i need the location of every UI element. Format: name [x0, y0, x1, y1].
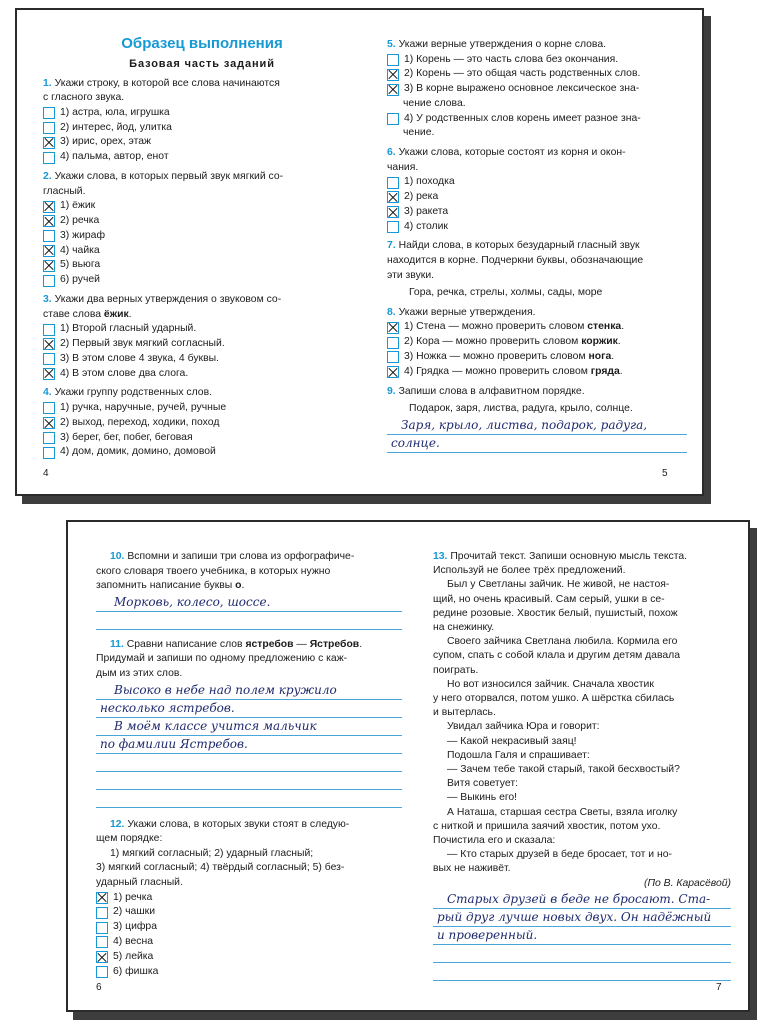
author-credit: (По В. Карасёвой) [643, 877, 731, 889]
question-number: 7. [387, 240, 396, 252]
question-7: 7. Найди слова, в которых безударный гласный звук находится в корне. Подчеркни буквы, обозначающие эти звуки. Гора, речка, стрелы, холмы, сады, море [387, 239, 687, 300]
option: 5) лейка [96, 950, 402, 965]
checkbox[interactable] [387, 177, 399, 189]
checkbox-checked[interactable] [387, 84, 399, 96]
option: 2) Кора — можно проверить словом коржик. [387, 335, 687, 350]
option: 6) ручей [43, 273, 361, 288]
option: 3) жираф [43, 229, 361, 244]
question-number: 12. [110, 818, 125, 830]
page-number: 5 [662, 468, 668, 479]
checkbox[interactable] [43, 122, 55, 134]
option: 2) интерес, йод, улитка [43, 121, 361, 136]
checkbox[interactable] [43, 152, 55, 164]
checkbox-checked[interactable] [43, 245, 55, 257]
option: 3) В корне выражено основное лексическое зна- [387, 82, 687, 97]
checkbox[interactable] [387, 113, 399, 125]
option: 1) Стена — можно проверить словом стенка. [387, 320, 687, 335]
option: 4) У родственных слов корень имеет разное зна- [387, 112, 687, 127]
question-number: 8. [387, 306, 396, 318]
checkbox[interactable] [387, 54, 399, 66]
checkbox[interactable] [96, 936, 108, 948]
option: 4) В этом слове два слога. [43, 367, 361, 382]
option: 1) ручка, наручные, ручей, ручные [43, 401, 361, 416]
option: 6) фишка [96, 965, 402, 980]
question-number: 5. [387, 39, 396, 50]
question-10: 10. Вспомни и запиши три слова из орфографиче- ского словаря твоего учебника, в которых нужно запомнить написание буквы о. Морковь, колесо, шоссе. [96, 550, 402, 630]
handwritten-answer: несколько ястребов. [96, 700, 402, 718]
option: 1) Второй гласный ударный. [43, 322, 361, 337]
answer-line [433, 963, 731, 981]
page-6 [96, 548, 402, 979]
checkbox-checked[interactable] [43, 368, 55, 380]
checkbox-checked[interactable] [43, 417, 55, 429]
option: 3) цифра [96, 920, 402, 935]
option: 4) столик [387, 220, 687, 235]
checkbox-checked[interactable] [387, 366, 399, 378]
handwritten-answer: солнце. [387, 435, 687, 453]
option: 2) выход, переход, ходики, поход [43, 416, 361, 431]
checkbox[interactable] [96, 922, 108, 934]
option: 1) речка [96, 891, 402, 906]
page-number: 4 [43, 468, 49, 479]
checkbox[interactable] [387, 351, 399, 363]
option: 2) Корень — это общая часть родственных слов. [387, 67, 687, 82]
question-8: 8. Укажи верные утверждения. 1) Стена — можно проверить словом стенка. 2) Кора — можно проверить словом коржик. 3) Ножка — можно проверить словом нога. 4) Грядка — можно проверить словом гряда. [387, 306, 687, 380]
option: 3) берег, бег, побег, беговая [43, 431, 361, 446]
checkbox-checked[interactable] [43, 338, 55, 350]
answer-line [96, 790, 402, 808]
checkbox[interactable] [43, 275, 55, 287]
option: 3) Ножка — можно проверить словом нога. [387, 350, 687, 365]
checkbox-checked[interactable] [387, 322, 399, 334]
handwritten-answer: и проверенный. [433, 927, 731, 945]
handwritten-answer: Заря, крыло, листва, подарок, радуга, [387, 417, 687, 435]
option: 4) дом, домик, домино, домовой [43, 445, 361, 460]
option: 1) астра, юла, игрушка [43, 106, 361, 121]
checkbox[interactable] [96, 907, 108, 919]
option: 1) походка [387, 175, 687, 190]
checkbox[interactable] [43, 324, 55, 336]
question-9: 9. Запиши слова в алфавитном порядке. Подарок, заря, листва, радуга, крыло, солнце. Заря, крыло, листва, подарок, радуга, солнце. [387, 385, 687, 453]
option: 1) Корень — это часть слова без окончания. [387, 53, 687, 68]
question-1: 1. Укажи строку, в которой все слова начинаются с гласного звука. 1) астра, юла, игрушка 2) интерес, йод, улитка 3) ирис, орех, этаж 4) пальма, автор, енот [43, 77, 361, 165]
checkbox[interactable] [387, 337, 399, 349]
checkbox[interactable] [43, 230, 55, 242]
question-number: 13. [433, 551, 448, 562]
answer-line [96, 754, 402, 772]
handwritten-answer: по фамилии Ястребов. [96, 736, 402, 754]
sample-title: Образец выполнения [121, 35, 283, 52]
option: 4) чайка [43, 244, 361, 259]
checkbox-checked[interactable] [96, 892, 108, 904]
checkbox-checked[interactable] [387, 206, 399, 218]
answer-line [96, 772, 402, 790]
option: 2) река [387, 190, 687, 205]
checkbox[interactable] [43, 432, 55, 444]
checkbox[interactable] [387, 221, 399, 233]
option: 2) Первый звук мягкий согласный. [43, 337, 361, 352]
word-list: Подарок, заря, листва, радуга, крыло, солнце. [409, 403, 633, 415]
checkbox[interactable] [43, 402, 55, 414]
option: 1) ёжик [43, 199, 361, 214]
option: 3) ракета [387, 205, 687, 220]
question-13: 13. Прочитай текст. Запиши основную мысль текста. Используй не более трёх предложений. Был у Светланы зайчик. Не живой, не настоя- щий, но очень красивый. Сам серый, ушки в се- редине розовые. Хвостик белый, пушистый, похож на снежинку. Своего зайчика Светлана любила. Кормила его супом, спать с собой клала и другим детям давала поиграть. Но вот износился зайчик. Сначала хвостик у него оторвался, потом ушко. А шёрстка сбилась и вытерлась. Увидал зайчика Юра и говорит: — Какой некрасивый заяц! Подошла Галя и спрашивает: — Зачем тебе такой старый, такой бесхвостый? Витя советует: — Выкинь его! А Наташа, старшая сестра Светы, взяла иголку с ниткой и пришила заячий хвостик, потом ухо. Почистила его и сказала: — Кто старых друзей в беде бросает, тот и но- вых не наживёт. (По В. Карасёвой) Старых друзей в беде не бросают. Ста- рый друг лучше новых двух. Он надёжный и проверенный. [433, 550, 731, 981]
question-number: 11. [110, 638, 124, 650]
checkbox[interactable] [43, 107, 55, 119]
handwritten-answer: Старых друзей в беде не бросают. Ста- [433, 891, 731, 909]
option: 4) Грядка — можно проверить словом гряда. [387, 365, 687, 380]
answer-line [433, 945, 731, 963]
page-5 [387, 36, 687, 453]
checkbox-checked[interactable] [43, 215, 55, 227]
question-number: 1. [43, 77, 52, 89]
question-2: 2. Укажи слова, в которых первый звук мягкий со- гласный. 1) ёжик 2) речка 3) жираф 4) чайка 5) вьюга 6) ручей [43, 170, 361, 288]
checkbox[interactable] [96, 966, 108, 978]
checkbox-checked[interactable] [43, 137, 55, 149]
handwritten-answer: рый друг лучше новых двух. Он надёжный [433, 909, 731, 927]
question-5: 5. Укажи верные утверждения о корне слова. 1) Корень — это часть слова без окончания. 2) Корень — это общая часть родственных слов. 3) В корне выражено основное лексическое зна- чение слова. 4) У родственных слов корень имеет разное зна- чение. [387, 38, 687, 141]
checkbox-checked[interactable] [43, 201, 55, 213]
top-spread [15, 8, 704, 496]
question-6: 6. Укажи слова, которые состоят из корня и окон- чания. 1) походка 2) река 3) ракета 4) столик [387, 146, 687, 234]
option: 2) речка [43, 214, 361, 229]
option: 4) весна [96, 935, 402, 950]
question-number: 10. [110, 551, 125, 562]
handwritten-answer: Высоко в небе над полем кружило [96, 682, 402, 700]
checkbox-checked[interactable] [96, 951, 108, 963]
question-number: 9. [387, 385, 396, 397]
page-number: 7 [716, 982, 722, 993]
page-number: 6 [96, 982, 102, 993]
question-number: 3. [43, 293, 52, 305]
checkbox-checked[interactable] [387, 69, 399, 81]
option: 3) ирис, орех, этаж [43, 135, 361, 150]
word-list: Гора, речка, стрелы, холмы, сады, море [409, 287, 603, 299]
question-12: 12. Укажи слова, в которых звуки стоят в следую- щем порядке: 1) мягкий согласный; 2) ударный гласный; 3) мягкий согласный; 4) твёрдый согласный; 5) без- ударный гласный. 1) речка 2) чашки 3) цифра 4) весна 5) лейка 6) фишка [96, 818, 402, 980]
handwritten-answer: В моём классе учится мальчик [96, 718, 402, 736]
question-3: 3. Укажи два верных утверждения о звуковом со- ставе слова ёжик. 1) Второй гласный ударный. 2) Первый звук мягкий согласный. 3) В этом слове 4 звука, 4 буквы. 4) В этом слове два слога. [43, 293, 361, 381]
handwritten-answer: Морковь, колесо, шоссе. [96, 594, 402, 612]
section-title: Базовая часть заданий [129, 58, 275, 70]
checkbox-checked[interactable] [43, 260, 55, 272]
checkbox[interactable] [43, 447, 55, 459]
bottom-spread [66, 520, 750, 1012]
answer-line [96, 612, 402, 630]
page-4 [43, 36, 361, 460]
option: 2) чашки [96, 905, 402, 920]
checkbox-checked[interactable] [387, 191, 399, 203]
option: 4) пальма, автор, енот [43, 150, 361, 165]
question-number: 6. [387, 146, 396, 158]
option: 5) вьюга [43, 258, 361, 273]
option: 3) В этом слове 4 звука, 4 буквы. [43, 352, 361, 367]
question-number: 4. [43, 387, 52, 399]
checkbox[interactable] [43, 353, 55, 365]
story-text: Был у Светланы зайчик. Не живой, не настоя- щий, но очень красивый. Сам серый, ушки в се- редине розовые. Хвостик белый, пушистый, похож на снежинку. Своего зайчика Светлана любила. Кормила его супом, спать с собой клала и другим детям давала поиграть. Но вот износился зайчик. Сначала хвостик у него оторвался, потом ушко. А шёрстка сбилась и вытерлась. Увидал зайчика Юра и говорит: — Какой некрасивый заяц! Подошла Галя и спрашивает: — Зачем тебе такой старый, такой бесхвостый? Витя советует: — Выкинь его! А Наташа, старшая сестра Светы, взяла иголку с ниткой и пришила заячий хвостик, потом ухо. Почистила его и сказала: — Кто старых друзей в беде бросает, тот и но- вых не наживёт. [433, 579, 680, 875]
question-4: 4. Укажи группу родственных слов. 1) ручка, наручные, ручей, ручные 2) выход, переход, ходики, поход 3) берег, бег, побег, беговая 4) дом, домик, домино, домовой [43, 386, 361, 460]
page-7 [433, 548, 731, 981]
question-11: 11. Сравни написание слов ястребов — Ястребов. Придумай и запиши по одному предложению с каж- дым из этих слов. Высоко в небе над полем кружило несколько ястребов. В моём классе учится мальчик по фамилии Ястребов. [96, 638, 402, 808]
question-number: 2. [43, 170, 52, 182]
